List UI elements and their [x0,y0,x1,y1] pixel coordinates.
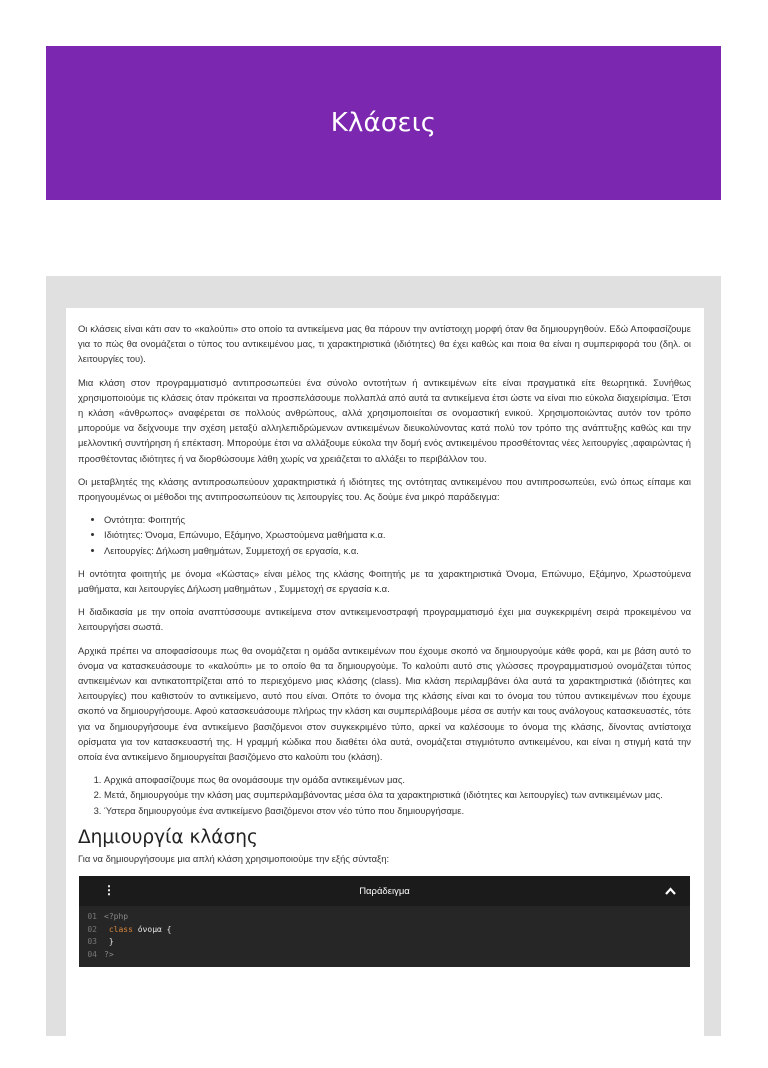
step-item: 1. Αρχικά αποφασίζουμε πως θα ονομάσουμε την ομάδα αντικειμένων μας. [104,772,691,787]
class-keyword: class [108,924,133,934]
paragraph: Η οντότητα φοιτητής με όνομα «Κώστας» είναι μέλος της κλάσης Φοιτητής με τα χαρακτηριστικά Όνομα, Επώνυμο, Εξάμηνο, Χρωστούμενα μαθήματα, και λειτουργίες Δήλωση μαθημάτων , Συμμετοχή σε εργασία κ.α. [78,567,691,595]
line-number: 02 [87,924,97,934]
code-line [79,936,690,949]
example-title: Παράδειγμα [359,885,410,897]
chevron-up-icon[interactable] [665,884,676,897]
article-card [66,308,704,1068]
section-intro: Για να δημιουργήσουμε μια απλή κλάση χρησιμοποιούμε την εξής σύνταξη: [78,853,390,865]
example-list [78,512,691,558]
code-line [79,949,690,962]
line-number: 04 [87,949,97,959]
list-item: • Λειτουργίες: Δήλωση μαθημάτων, Συμμετοχή σε εργασία, κ.α. [104,543,691,558]
step-item: 3. Ύστερα δημιουργούμε ένα αντικείμενο βασιζόμενοι στον νέο τύπο που δημιουργήσαμε. [104,803,691,818]
page-title: Κλάσεις [330,108,437,138]
code-block [79,906,690,967]
line-number: 03 [87,937,97,947]
list-item: • Οντότητα: Φοιτητής [104,512,691,527]
list-item: • Ιδιότητες: Όνομα, Επώνυμο, Εξάμηνο, Χρωστούμενα μαθήματα κ.α. [104,527,691,542]
example-header[interactable] [79,876,690,906]
paragraph: Μια κλάση στον προγραμματισμό αντιπροσωπεύει ένα σύνολο οντοτήτων ή αντικειμένων είτε είναι πραγματικά είτε θεωρητικά. Συνήθως χρησιμοποιούμε τις κλάσεις όταν πρόκειται να προσπελάσουμε πολλαπλά από αυτά τα αντικείμενα έτσι ώστε να είναι πιο εύκολα διαχειρίσιμα. Έτσι η κλάση «άνθρωπος» αναφέρεται σε πολλούς ανθρώπους, αλλά χρησιμοποιείται σε ονομαστική ενικού. Χρησιμοποιώντας αυτόν τον τρόπο μπορούμε να δείχνουμε την σχέση μεταξύ αλληλεπιδρώμενων αντικειμένων διευκολύνοντας κατά πολύ τον τρόπο της ανάπτυξης καθώς και την μελλοντική συντήρηση ή επέκταση. Μπορούμε έτσι να αλλάξουμε εύκολα την δομή ενός αντικειμένου προσθέτοντας νέες λειτουργίες ,αφαιρώντας ή προσθέτοντας ιδιότητες ή να διορθώσουμε λάθη χωρίς να χρειάζεται το αλλάξει το περιβάλλον του. [78,376,691,464]
content-panel [46,276,721,1036]
line-number: 01 [87,912,97,922]
vertical-dots-icon[interactable]: ⋮ [103,883,115,898]
code-line [79,924,690,937]
example-box [79,876,690,967]
section-heading: Δημιουργία κλάσης [78,826,258,848]
php-open-tag: <?php [104,912,129,922]
paragraph: Οι μεταβλητές της κλάσης αντιπροσωπεύουν χαρακτηριστικά ή ιδιότητες της οντότητας αντικειμένου που αντιπροσωπεύει, ενώ όπως είπαμε και προηγουμένως οι μέθοδοι της αντιπροσωπεύουν τις λειτουργίες του. Ας δούμε ένα μικρό παράδειγμα: [78,475,691,503]
php-close-tag: ?> [104,949,114,959]
step-item: 2. Μετά, δημιουργούμε την κλάση μας συμπεριλαμβάνοντας μέσα όλα τα χαρακτηριστικά (ιδιότητες και λειτουργίες) των αντικειμένων μας. [104,787,691,802]
paragraph: Η διαδικασία με την οποία αναπτύσσουμε αντικείμενα στον αντικειμενοστραφή προγραμματισμό έχει μια συγκεκριμένη σειρά προκειμένου να λειτουργήσει σωστά. [78,606,691,633]
page-header [46,46,721,200]
steps-list [78,772,691,818]
class-declaration: όνομα { [132,924,172,934]
article-body [66,308,704,967]
close-brace: } [104,937,114,947]
paragraph: Αρχικά πρέπει να αποφασίσουμε πως θα ονομάζεται η ομάδα αντικειμένων που έχουμε σκοπό να δημιουργούμε κάθε φορά, και με βάση αυτό το όνομα να κατασκευάσουμε το «καλούπι» με το οποίο θα τα δημιουργούμε. Το καλούπι αυτό στις γλώσσες προγραμματισμού ονομάζεται τύπος αντικειμένων και αντικατοπτρίζεται από το περιεχόμενο μιας κλάσης (class). Μια κλάση περιλαμβάνει όλα αυτά τα χαρακτηριστικά (ιδιότητες και λειτουργίες) που καθιστούν το αντικείμενο, αυτό που είναι. Οπότε το όνομα της κλάσης είναι και το όνομα του τύπου αντικειμένων που έχουμε σκοπό να δημιουργήσουμε. Αφού κατασκευάσουμε πλήρως την κλάση και συμπεριλάβουμε μέσα σε αυτήν και τους ανάλογους κατασκευαστές, τότε για να δημιουργήσουμε ένα αντικείμενο βασιζόμενοι στον συγκεκριμένο τύπο, αρκεί να καλέσουμε το όνομα της κλάσης, δίνοντας αντίστοιχα ορίσματα για τον κατασκευαστή της. Η γραμμή κώδικα που διαθέτει όλα αυτά, ονομάζεται στιγμιότυπο αντικειμένου, και είναι η στιγμή κατά την οποία ένα αντικείμενο δημιουργείται βασιζόμενο στο καλούπι του (κλάση). [78,644,691,763]
paragraph: Οι κλάσεις είναι κάτι σαν το «καλούπι» στο οποίο τα αντικείμενα μας θα πάρουν την αντίστοιχη μορφή όταν θα δημιουργηθούν. Εδώ Αποφασίζουμε για το πώς θα ονομάζεται ο τύπος του αντικειμένου μας, τι χαρακτηριστικά (ιδιότητες) θα έχει καθώς και ποια θα είναι η συμπεριφορά του (δηλ. οι λειτουργίες του). [78,323,691,365]
code-line [79,911,690,924]
